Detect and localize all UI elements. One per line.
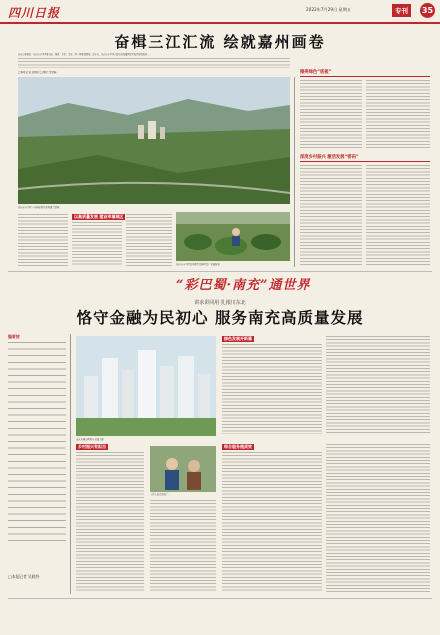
story2-photo-caption: 南充市城市风貌与金融大厦	[76, 438, 104, 441]
masthead	[0, 0, 440, 22]
story1-small-photo	[176, 212, 290, 261]
section-tag: 专刊	[392, 4, 411, 17]
section-b-rule	[300, 76, 430, 77]
page-number: 35	[420, 3, 435, 18]
story1-section-b-title: 擦亮绿色“底板”	[300, 70, 332, 75]
story1-headline: 奋楫三江汇流 绘就嘉州画卷	[114, 33, 326, 51]
story2-col5-text	[222, 452, 322, 592]
story1-body-col1	[18, 214, 68, 266]
story1-intro: 乐山市委委员、乐山市市中区委书记、城区、水乡、文化三位一体规划建设，近年来，乐山市市中区在践行新发展理念中取得明显成效……	[18, 53, 152, 56]
story1-intro-lines	[18, 58, 290, 68]
story2-col6-text	[326, 444, 430, 592]
story2-banner	[176, 274, 346, 294]
story1-body-col3	[126, 214, 172, 266]
story1-right-text-d	[366, 165, 430, 265]
story2-section-a-title: 绿色发展开新篇	[224, 336, 252, 341]
story2-city-photo	[76, 336, 216, 436]
masthead-rule	[0, 22, 440, 24]
story2-headline: 恪守金融为民初心 服务南充高质量发展	[76, 309, 364, 327]
story1-photo2-caption: 乐山市市中区农业现代化园区农户采摘蔬菜	[176, 263, 220, 266]
farm-illustration	[176, 212, 290, 261]
story1-byline: □本报记者 张晓卉 □周好 龙君海	[18, 71, 57, 74]
issue-date: 2022年7月29日 星期五	[306, 7, 352, 12]
people-illustration	[150, 446, 216, 492]
sidebar-text-lines	[8, 342, 66, 542]
story2-section-b-title: 乡村振兴有担当	[78, 444, 106, 449]
newspaper-logo: 四川日报	[8, 6, 61, 20]
story1-body-col2	[72, 222, 122, 266]
story1-section-c-title: 深度乡村振兴 激活发展“密码”	[300, 155, 359, 160]
story1-photo1-caption: 乐山市市中区一座鲜花村的乡村振兴景象	[18, 206, 60, 209]
story-separator	[8, 271, 432, 272]
sidebar-divider	[70, 334, 71, 594]
sidebar-note-label: 编者按	[8, 334, 20, 339]
story1-right-text-b	[366, 80, 430, 150]
page-bottom-rule	[8, 598, 432, 599]
landscape-illustration	[18, 77, 290, 204]
story1-right-text-a	[300, 80, 362, 150]
story2-kicker: 讲求讲同用 扎根川东北	[194, 300, 246, 306]
section-c-rule	[300, 161, 430, 162]
sidebar-byline: □本报记者 吴晓铃	[8, 574, 40, 579]
story2-col3-text	[222, 344, 322, 434]
story2-col4-text	[326, 336, 430, 434]
story1-right-text-c	[300, 165, 362, 265]
story1-section-a-title: 以高质量发展 建设幸福城区	[74, 214, 124, 219]
story2-sidebar	[8, 334, 66, 584]
city-skyline-illustration	[76, 336, 216, 436]
story2-col2-text	[150, 500, 216, 592]
story1-main-photo	[18, 77, 290, 204]
column-divider	[294, 77, 295, 267]
story2-portrait-photo	[150, 446, 216, 492]
story2-section-c-title: 综合服务提质效	[224, 444, 252, 449]
banner-text: “彩巴蜀·南充”通世界	[176, 278, 311, 293]
story2-portrait-caption: 工作人员走访农户	[150, 493, 169, 496]
story2-col1-text	[76, 452, 144, 592]
